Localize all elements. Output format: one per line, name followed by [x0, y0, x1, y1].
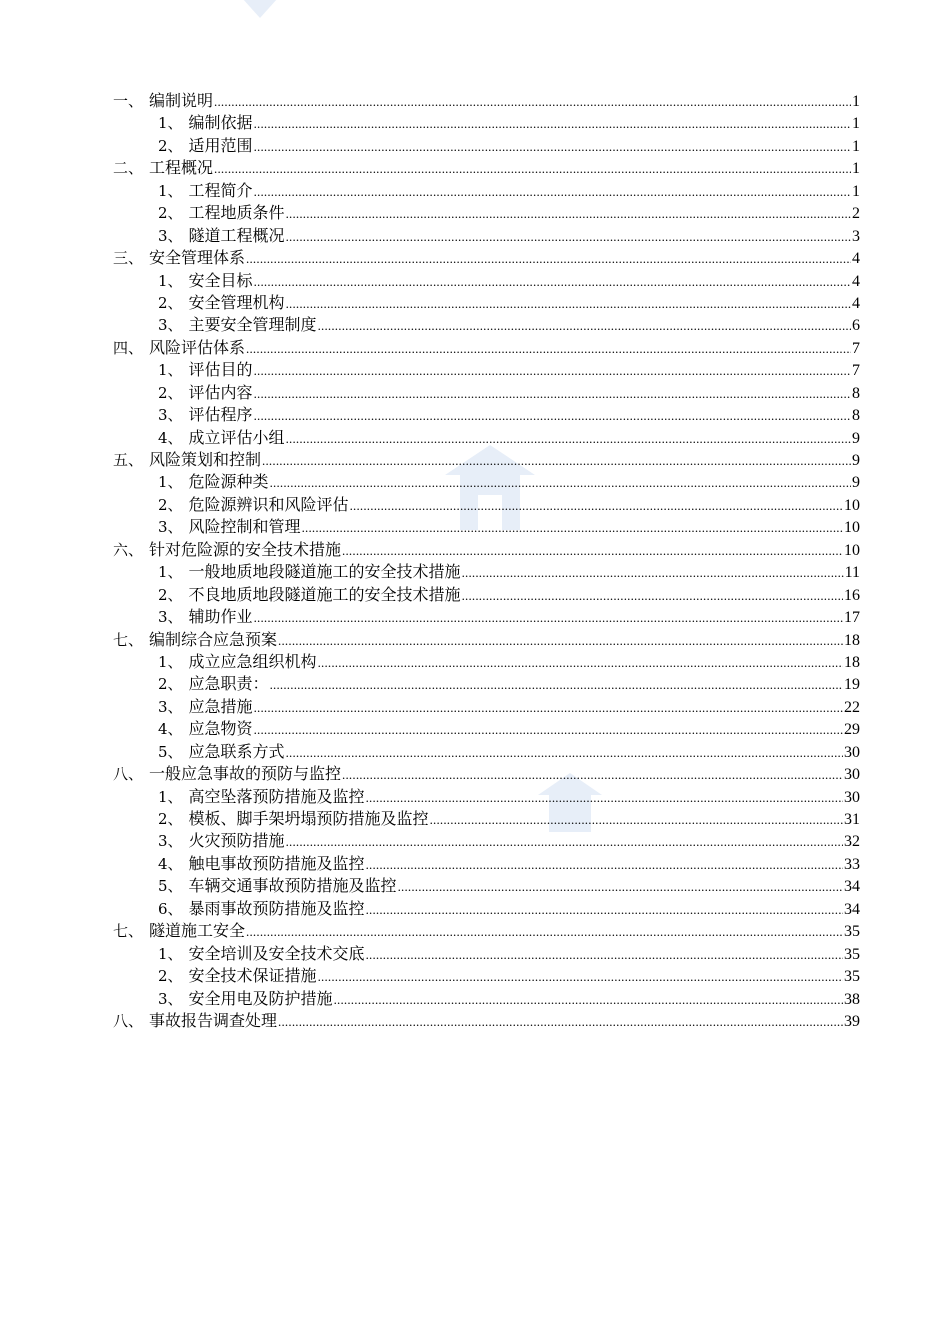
- toc-page-number: 11: [844, 564, 860, 582]
- toc-entry-number: 4、: [158, 720, 183, 739]
- toc-entry-title: 高空坠落预防措施及监控: [188, 786, 365, 806]
- watermark-logo-icon: [238, 0, 282, 20]
- toc-entry-title: 评估内容: [188, 382, 253, 402]
- toc-chapter-entry[interactable]: [113, 920, 860, 942]
- toc-dot-leader: [278, 1011, 843, 1033]
- toc-dot-leader: [270, 472, 851, 494]
- toc-page-number: 1: [852, 160, 860, 178]
- toc-entry-number: 3、: [158, 518, 183, 537]
- toc-entry-title: 事故报告调查处理: [149, 1010, 278, 1030]
- toc-entry-number: 1、: [158, 787, 183, 806]
- toc-entry-title: 安全目标: [188, 270, 253, 290]
- toc-entry-number: 5、: [158, 742, 183, 761]
- toc-section-entry[interactable]: [113, 561, 860, 583]
- toc-entry-number: 1、: [158, 652, 183, 671]
- toc-page-number: 30: [844, 788, 860, 806]
- toc-entry-title: 危险源种类: [188, 472, 269, 492]
- toc-entry-number: 1、: [158, 114, 183, 133]
- toc-entry-number: 3、: [158, 989, 183, 1008]
- toc-entry-number: 4、: [158, 854, 183, 873]
- toc-page-number: 9: [852, 474, 860, 492]
- toc-chapter-entry[interactable]: [113, 763, 860, 785]
- toc-entry-number: 六、: [113, 540, 144, 559]
- toc-entry-title: 一般应急事故的预防与监控: [149, 764, 342, 784]
- toc-section-entry[interactable]: [113, 584, 860, 606]
- toc-entry-title: 适用范围: [188, 135, 253, 155]
- toc-entry-number: 2、: [158, 495, 183, 514]
- toc-page-number: 2: [852, 205, 860, 223]
- toc-section-entry[interactable]: [113, 965, 860, 987]
- toc-section-entry[interactable]: [113, 830, 860, 852]
- toc-dot-leader: [462, 585, 843, 607]
- toc-section-entry[interactable]: [113, 427, 860, 449]
- toc-entry-title: 编制说明: [149, 91, 214, 110]
- toc-entry-number: 七、: [113, 630, 144, 649]
- toc-page-number: 34: [844, 878, 860, 896]
- toc-entry-title: 不良地质地段隧道施工的安全技术措施: [188, 584, 461, 604]
- toc-entry-number: 1、: [158, 563, 183, 582]
- toc-entry-title: 风险策划和控制: [149, 450, 262, 469]
- toc-entry-title: 评估目的: [188, 360, 253, 380]
- toc-dot-leader: [398, 876, 843, 898]
- toc-section-entry[interactable]: [113, 382, 860, 404]
- toc-dot-leader: [246, 921, 843, 943]
- toc-dot-leader: [254, 181, 851, 203]
- toc-page-number: 17: [844, 609, 860, 627]
- toc-entry-title: 危险源辨识和风险评估: [188, 494, 349, 514]
- toc-entry-number: 1、: [158, 271, 183, 290]
- toc-page-number: 10: [844, 496, 860, 514]
- toc-entry-title: 应急措施: [188, 696, 253, 716]
- toc-entry-title: 应急职责：: [188, 674, 269, 694]
- toc-dot-leader: [246, 248, 851, 270]
- toc-entry-title: 辅助作业: [188, 607, 253, 627]
- toc-section-entry[interactable]: [113, 270, 860, 292]
- toc-entry-title: 安全技术保证措施: [188, 966, 317, 986]
- toc-entry-title: 成立应急组织机构: [188, 651, 317, 671]
- toc-dot-leader: [286, 742, 843, 764]
- toc-entry-number: 4、: [158, 428, 183, 447]
- toc-entry-title: 工程概况: [149, 158, 214, 178]
- toc-entry-title: 成立评估小组: [188, 427, 285, 447]
- toc-entry-title: 安全管理机构: [188, 292, 285, 312]
- toc-dot-leader: [430, 809, 843, 831]
- toc-entry-number: 2、: [158, 204, 183, 223]
- toc-dot-leader: [254, 383, 851, 405]
- toc-section-entry[interactable]: [113, 988, 860, 1010]
- toc-entry-title: 隧道施工安全: [149, 921, 246, 941]
- toc-entry-number: 1、: [158, 944, 183, 963]
- toc-section-entry[interactable]: [113, 516, 860, 538]
- toc-entry-number: 二、: [113, 159, 144, 178]
- toc-entry-title: 风险评估体系: [149, 337, 246, 357]
- toc-entry-title: 工程地质条件: [188, 203, 285, 223]
- toc-chapter-entry[interactable]: [113, 247, 860, 269]
- toc-entry-title: 风险控制和管理: [188, 517, 301, 537]
- toc-page-number: 4: [852, 294, 860, 312]
- toc-section-entry[interactable]: [113, 180, 860, 202]
- toc-section-entry[interactable]: [113, 853, 860, 875]
- toc-entry-number: 2、: [158, 136, 183, 155]
- toc-section-entry[interactable]: [113, 898, 860, 920]
- toc-dot-leader: [302, 517, 843, 539]
- toc-entry-title: 暴雨事故预防措施及监控: [188, 898, 365, 918]
- toc-dot-leader: [286, 293, 851, 315]
- toc-page-number: 1: [852, 93, 860, 110]
- toc-dot-leader: [270, 674, 843, 696]
- toc-entry-number: 1、: [158, 181, 183, 200]
- toc-page-number: 8: [852, 407, 860, 425]
- toc-dot-leader: [318, 652, 843, 674]
- toc-entry-number: 3、: [158, 832, 183, 851]
- toc-entry-number: 2、: [158, 293, 183, 312]
- toc-section-entry[interactable]: [113, 696, 860, 718]
- toc-dot-leader: [254, 113, 851, 135]
- toc-entry-title: 应急联系方式: [188, 741, 285, 761]
- toc-page-number: 9: [852, 452, 860, 469]
- toc-dot-leader: [366, 787, 843, 809]
- toc-dot-leader: [214, 158, 851, 180]
- toc-section-entry[interactable]: [113, 673, 860, 695]
- toc-page-number: 6: [852, 317, 860, 335]
- toc-dot-leader: [254, 405, 851, 427]
- toc-section-entry[interactable]: [113, 875, 860, 897]
- toc-section-entry[interactable]: [113, 718, 860, 740]
- toc-entry-number: 6、: [158, 899, 183, 918]
- toc-entry-number: 3、: [158, 608, 183, 627]
- toc-entry-number: 2、: [158, 585, 183, 604]
- toc-entry-number: 2、: [158, 967, 183, 986]
- toc-page-number: 10: [844, 519, 860, 537]
- toc-section-entry[interactable]: [113, 494, 860, 516]
- toc-section-entry[interactable]: [113, 943, 860, 965]
- toc-page-number: 38: [844, 990, 860, 1008]
- toc-page-number: 18: [844, 631, 860, 649]
- toc-section-entry[interactable]: [113, 606, 860, 628]
- toc-page-number: 10: [844, 541, 860, 559]
- toc-section-entry[interactable]: [113, 314, 860, 336]
- toc-dot-leader: [462, 562, 844, 584]
- toc-entry-number: 八、: [113, 1011, 144, 1030]
- toc-chapter-entry[interactable]: [113, 629, 860, 651]
- toc-entry-number: 2、: [158, 810, 183, 828]
- toc-page-number: 34: [844, 900, 860, 918]
- toc-entry-number: 一、: [113, 92, 144, 110]
- toc-dot-leader: [254, 136, 851, 158]
- toc-entry-title: 一般地质地段隧道施工的安全技术措施: [188, 562, 461, 582]
- toc-dot-leader: [254, 360, 851, 382]
- toc-page-number: 35: [844, 968, 860, 986]
- toc-entry-number: 3、: [158, 316, 183, 335]
- toc-dot-leader: [342, 540, 843, 562]
- toc-page-number: 39: [844, 1012, 860, 1030]
- toc-dot-leader: [366, 899, 843, 921]
- toc-entry-title: 工程简介: [188, 180, 253, 200]
- toc-dot-leader: [246, 338, 851, 360]
- toc-dot-leader: [214, 91, 851, 113]
- toc-dot-leader: [262, 450, 851, 472]
- toc-page-number: 4: [852, 250, 860, 268]
- toc-dot-leader: [254, 271, 851, 293]
- toc-section-entry[interactable]: [113, 135, 860, 157]
- toc-dot-leader: [286, 831, 843, 853]
- toc-dot-leader: [318, 315, 851, 337]
- toc-entry-number: 四、: [113, 338, 144, 357]
- toc-page-number: 7: [852, 362, 860, 380]
- toc-section-entry[interactable]: [113, 786, 860, 808]
- toc-entry-title: 安全用电及防护措施: [188, 988, 333, 1008]
- toc-entry-title: 触电事故预防措施及监控: [188, 853, 365, 873]
- toc-dot-leader: [366, 944, 843, 966]
- toc-chapter-entry[interactable]: [113, 157, 860, 179]
- toc-entry-title: 火灾预防措施: [188, 831, 285, 851]
- toc-dot-leader: [254, 697, 843, 719]
- toc-entry-title: 评估程序: [188, 405, 253, 425]
- toc-section-entry[interactable]: [113, 202, 860, 224]
- toc-entry-number: 3、: [158, 226, 183, 245]
- toc-entry-title: 模板、脚手架坍塌预防措施及监控: [188, 809, 429, 828]
- toc-section-entry[interactable]: [113, 808, 860, 830]
- toc-page-number: 7: [852, 339, 860, 357]
- toc-entry-number: 3、: [158, 697, 183, 716]
- toc-entry-title: 主要安全管理制度: [188, 315, 317, 335]
- toc-chapter-entry[interactable]: [113, 449, 860, 471]
- toc-page-number: 8: [852, 384, 860, 402]
- toc-section-entry[interactable]: [113, 225, 860, 247]
- toc-section-entry[interactable]: [113, 741, 860, 763]
- toc-entry-number: 1、: [158, 473, 183, 492]
- toc-page-number: 29: [844, 721, 860, 739]
- toc-dot-leader: [254, 719, 843, 741]
- toc-chapter-entry[interactable]: [113, 1010, 860, 1032]
- toc-dot-leader: [278, 630, 843, 652]
- table-of-contents: [113, 90, 860, 1032]
- toc-entry-number: 七、: [113, 922, 144, 941]
- toc-section-entry[interactable]: [113, 112, 860, 134]
- toc-page-number: 30: [844, 743, 860, 761]
- toc-entry-title: 车辆交通事故预防措施及监控: [188, 876, 397, 896]
- toc-entry-title: 编制综合应急预案: [149, 629, 278, 649]
- toc-entry-number: 5、: [158, 877, 183, 896]
- toc-page-number: 1: [852, 137, 860, 155]
- toc-page-number: 3: [852, 227, 860, 245]
- toc-entry-number: 2、: [158, 383, 183, 402]
- toc-section-entry[interactable]: [113, 404, 860, 426]
- toc-entry-title: 安全管理体系: [149, 248, 246, 268]
- toc-chapter-entry[interactable]: [113, 539, 860, 561]
- toc-entry-number: 三、: [113, 249, 144, 268]
- toc-entry-number: 3、: [158, 406, 183, 425]
- toc-entry-title: 编制依据: [188, 113, 253, 133]
- toc-page-number: 35: [844, 945, 860, 963]
- toc-page-number: 18: [844, 653, 860, 671]
- toc-page-number: 30: [844, 766, 860, 784]
- toc-section-entry[interactable]: [113, 359, 860, 381]
- toc-chapter-entry[interactable]: [113, 337, 860, 359]
- toc-page-number: 33: [844, 855, 860, 873]
- toc-page-number: 4: [852, 272, 860, 290]
- toc-dot-leader: [334, 989, 843, 1011]
- toc-page-number: 32: [844, 833, 860, 851]
- toc-dot-leader: [318, 966, 843, 988]
- toc-section-entry[interactable]: [113, 651, 860, 673]
- toc-dot-leader: [286, 428, 851, 450]
- toc-page-number: 31: [844, 811, 860, 828]
- toc-page-number: 22: [844, 698, 860, 716]
- toc-page-number: 9: [852, 429, 860, 447]
- toc-dot-leader: [342, 764, 843, 786]
- toc-entry-title: 应急物资: [188, 719, 253, 739]
- toc-page-number: 19: [844, 676, 860, 694]
- toc-dot-leader: [286, 203, 851, 225]
- toc-entry-number: 2、: [158, 675, 183, 694]
- toc-dot-leader: [254, 607, 843, 629]
- toc-page-number: 16: [844, 586, 860, 604]
- toc-entry-title: 隧道工程概况: [188, 225, 285, 245]
- toc-chapter-entry[interactable]: [113, 90, 860, 112]
- toc-page-number: 35: [844, 923, 860, 941]
- toc-dot-leader: [350, 495, 843, 517]
- toc-page-number: 1: [852, 182, 860, 200]
- toc-dot-leader: [366, 854, 843, 876]
- toc-dot-leader: [286, 226, 851, 248]
- toc-section-entry[interactable]: [113, 471, 860, 493]
- toc-entry-number: 八、: [113, 765, 144, 784]
- toc-entry-number: 1、: [158, 361, 183, 380]
- toc-entry-title: 针对危险源的安全技术措施: [149, 539, 342, 559]
- toc-entry-number: 五、: [113, 451, 144, 469]
- toc-page-number: 1: [852, 115, 860, 133]
- toc-entry-title: 安全培训及安全技术交底: [188, 943, 365, 963]
- toc-section-entry[interactable]: [113, 292, 860, 314]
